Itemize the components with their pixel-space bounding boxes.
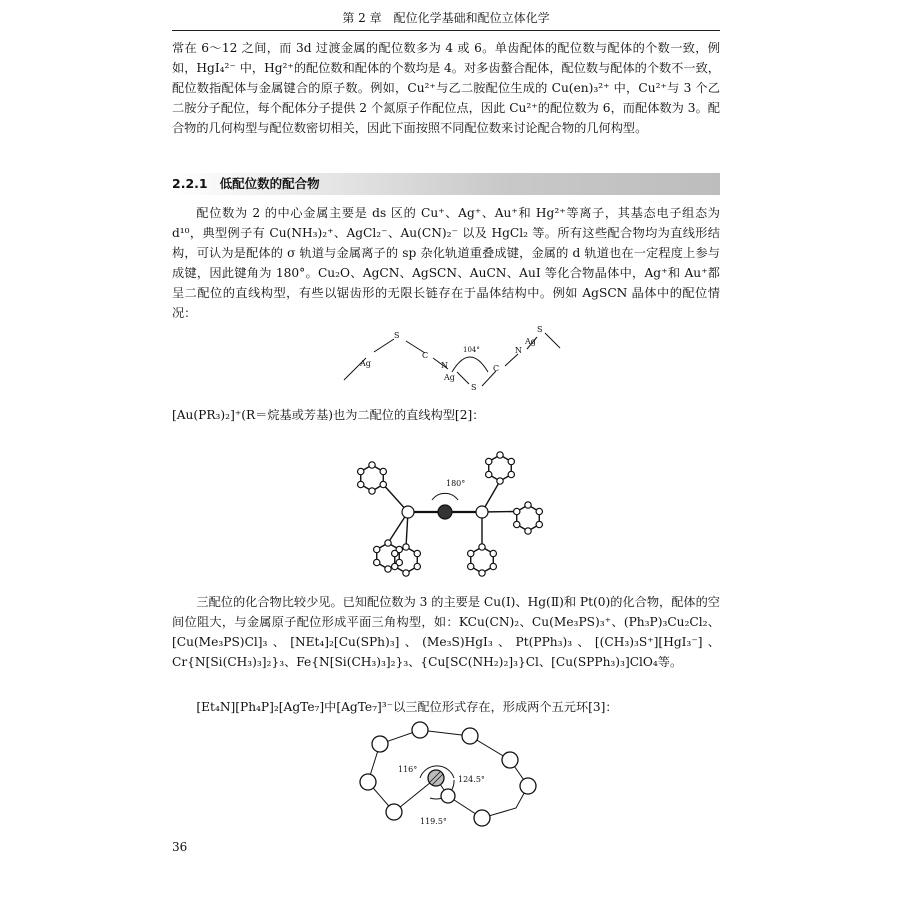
- carbon-atom: [486, 458, 492, 464]
- te-atom: [520, 778, 536, 794]
- carbon-atom: [358, 468, 364, 474]
- carbon-atom: [392, 563, 398, 569]
- carbon-atom: [385, 540, 391, 546]
- carbon-atom: [536, 521, 542, 527]
- phosphorus-atom: [476, 506, 488, 518]
- te-atom: [360, 774, 376, 790]
- carbon-atom: [508, 458, 514, 464]
- phosphorus-atom: [402, 506, 414, 518]
- ag-atom: [428, 770, 444, 786]
- angle-label-right: 124.5°: [458, 775, 485, 784]
- carbon-atom: [536, 508, 542, 514]
- carbon-atom: [414, 563, 420, 569]
- carbon-atom: [486, 471, 492, 477]
- carbon-atom: [490, 563, 496, 569]
- agscn-chain-figure: [330, 322, 570, 394]
- paragraph-4: 三配位的化合物比较少见。已知配位数为 3 的主要是 Cu(Ⅰ)、Hg(Ⅱ)和 Pt(0)的化合物，配体的空间位阻大，与金属原子配位形成平面三角构型，如：KCu(CN)₂、Cu(Me₃PS)₃⁺、(Ph₃P)₃Cu₂Cl₂、[Cu(Me₃PS)Cl]₃、[NEt₄]₂[Cu(SPh)₃]、(Me₃S)HgI₃、Pt(PPh₃)₃、[(CH₃)₃S⁺][HgI₃⁻]、Cr{N[Si(CH₃)₃]₂}₃、Fe{N[Si(CH₃)₃]₂}₃、{Cu[SC(NH₂)₂]₃}Cl、[Cu(SPPh₃)₃]ClO₄等。: [172, 595, 720, 669]
- te-atom: [462, 728, 478, 744]
- te-atom: [386, 804, 402, 820]
- carbon-atom: [508, 471, 514, 477]
- atom-s: S: [537, 325, 543, 334]
- carbon-atom: [380, 481, 386, 487]
- atom-c: C: [422, 351, 429, 360]
- section-number: 2.2.1: [172, 176, 208, 191]
- carbon-atom: [392, 550, 398, 556]
- bond-angle-label: 104°: [463, 346, 480, 354]
- carbon-atom: [468, 550, 474, 556]
- carbon-atom: [497, 478, 503, 484]
- carbon-atom: [514, 508, 520, 514]
- carbon-atom: [479, 544, 485, 550]
- paragraph-5: [Et₄N][Ph₄P]₂[AgTe₇]中[AgTe₇]³⁻以三配位形式存在，形成两个五元环[3]：: [196, 700, 618, 714]
- carbon-atom: [525, 528, 531, 534]
- au-phosphine-svg: [332, 432, 572, 592]
- section-heading: [172, 173, 720, 195]
- te-atom: [502, 752, 518, 768]
- carbon-atom: [414, 550, 420, 556]
- atom-ag: Ag: [444, 373, 455, 382]
- carbon-atom: [514, 521, 520, 527]
- atom-c: C: [493, 364, 500, 373]
- page-number: 36: [172, 840, 188, 854]
- carbon-atom: [403, 544, 409, 550]
- linear-angle-label: 180°: [446, 479, 466, 488]
- te-atom: [441, 789, 455, 803]
- angle-label-bottom: 119.5°: [420, 817, 447, 826]
- carbon-atom: [358, 481, 364, 487]
- atom-ag: Ag: [360, 359, 371, 368]
- atom-s: S: [471, 383, 477, 392]
- carbon-atom: [369, 462, 375, 468]
- section-title: 低配位数的配合物: [219, 176, 320, 191]
- carbon-atom: [497, 452, 503, 458]
- angle-label-left: 116°: [398, 765, 418, 774]
- running-header: 第 2 章 配位化学基础和配位立体化学: [172, 8, 720, 31]
- atom-n: N: [515, 346, 522, 355]
- paragraph-3: [Au(PR₃)₂]⁺(R＝烷基或芳基)也为二配位的直线构型[2]：: [172, 408, 485, 422]
- carbon-atom: [479, 570, 485, 576]
- carbon-atom: [374, 546, 380, 552]
- carbon-atom: [525, 502, 531, 508]
- te-atom: [372, 736, 388, 752]
- atom-n: N: [441, 361, 448, 370]
- paragraph-2: 配位数为 2 的中心金属主要是 ds 区的 Cu⁺、Ag⁺、Au⁺和 Hg²⁺等离子，其基态电子组态为 d¹⁰，典型例子有 Cu(NH₃)₂⁺、AgCl₂⁻、Au(CN)₂⁻ 以及 HgCl₂ 等。所有这些配合物均为直线形结构，可认为是配体的 σ 轨道与金属离子的 sp 杂化轨道重叠成键，金属的 d 轨道也在一定程度上参与成键，因此键角为 180°。Cu₂O、AgCN、AgSCN、AuCN、AuI 等化合物晶体中，Ag⁺和 Au⁺都呈二配位的直线构型，有些以锯齿形的无限长链存在于晶体结构中。例如 AgSCN 晶体中的配位情况：: [172, 206, 720, 320]
- agte7-figure: [350, 720, 550, 832]
- gold-atom: [438, 505, 452, 519]
- atom-ag: Ag: [525, 337, 536, 346]
- carbon-atom: [468, 563, 474, 569]
- paragraph-1: 常在 6～12 之间，而 3d 过渡金属的配位数多为 4 或 6。单齿配体的配位数与配体的个数一致，例如，HgI₄²⁻ 中，Hg²⁺的配位数和配体的个数均是 4。对多齿螯合配体，配位数与配体的个数不一致，配位数指配体与金属键合的原子数。例如，Cu²⁺与乙二胺配位生成的 Cu(en)₃²⁺ 中，Cu²⁺与 3 个乙二胺分子配位，每个配体分子提供 2 个氮原子作配位点，因此 Cu²⁺的配位数为 6，而配体数为 3。配合物的几何构型与配位数密切相关，因此下面按照不同配位数来讨论配合物的几何构型。: [172, 41, 720, 135]
- carbon-atom: [490, 550, 496, 556]
- carbon-atom: [385, 566, 391, 572]
- carbon-atom: [380, 468, 386, 474]
- carbon-atom: [374, 559, 380, 565]
- carbon-atom: [403, 570, 409, 576]
- te-atom: [412, 722, 428, 738]
- atom-s: S: [394, 331, 400, 340]
- au-phosphine-figure: [332, 432, 572, 592]
- te-atom: [474, 810, 490, 826]
- carbon-atom: [369, 488, 375, 494]
